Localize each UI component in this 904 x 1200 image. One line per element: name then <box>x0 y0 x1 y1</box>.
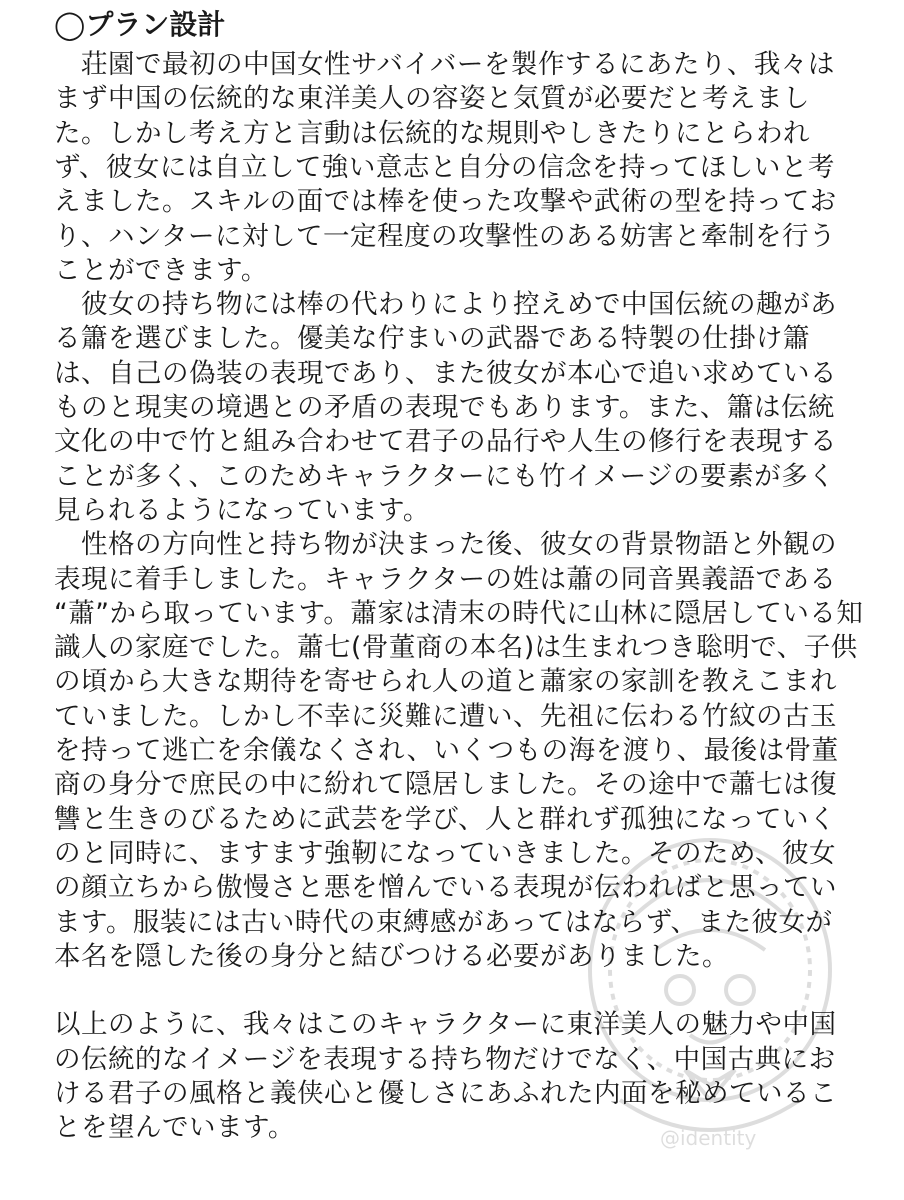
watermark-text: @identity <box>660 1126 757 1150</box>
text-line: ていました。しかし不幸に災難に遭い、先祖に伝わる竹紋の古玉 <box>54 700 837 732</box>
text-line: 文化の中で竹と組み合わせて君子の品行や人生の修行を表現する <box>54 426 837 458</box>
text-line: ものと現実の境遇との矛盾の表現でもあります。また、簫は伝統 <box>54 392 835 423</box>
text-line: 見られるようになっています。 <box>54 494 430 526</box>
section-heading: ◯プラン設計 <box>54 8 226 41</box>
text-line: 以上のように、我々はこのキャラクターに東洋美人の魅力や中国 <box>54 1009 837 1041</box>
text-line: 荘園で最初の中国女性サバイバーを製作するにあたり、我々は <box>54 49 835 80</box>
text-line: は、自己の偽装の表現であり、また彼女が本心で追い求めている <box>54 357 837 389</box>
text-line: 彼女の持ち物には棒の代わりにより控えめで中国伝統の趣があ <box>54 289 837 321</box>
text-line: の顔立ちから傲慢さと悪を憎んでいる表現が伝わればと思ってい <box>54 872 837 904</box>
text-line: る簫を選びました。優美な佇まいの武器である特製の仕掛け簫 <box>54 323 810 355</box>
text-line: 商の身分で庶民の中に紛れて隠居しました。その途中で蕭七は復 <box>54 769 837 801</box>
text-line: た。しかし考え方と言動は伝統的な規則やしきたりにとらわれ <box>54 117 810 149</box>
text-line: の伝統的なイメージを表現する持ち物だけでなく、中国古典にお <box>54 1043 836 1075</box>
text-line: の頃から大きな期待を寄せられ人の道と蕭家の家訓を教えこまれ <box>54 666 837 698</box>
text-line: ず、彼女には自立して強い意志と自分の信念を持ってほしいと考 <box>54 151 835 183</box>
text-line: とを望んでいます。 <box>54 1112 295 1144</box>
text-line: 本名を隠した後の身分と結びつける必要がありました。 <box>54 940 729 972</box>
text-line: ける君子の風格と義侠心と優しさにあふれた内面を秘めているこ <box>54 1078 837 1109</box>
text-line: のと同時に、ますます強靭になっていきました。そのため、彼女 <box>54 837 836 869</box>
text-line: を持って逃亡を余儀なくされ、いくつもの海を渡り、最後は骨董 <box>54 735 839 766</box>
text-line: ことができます。 <box>54 254 268 286</box>
text-line: 性格の方向性と持ち物が決まった後、彼女の背景物語と外観の <box>54 529 837 561</box>
text-line: ます。服装には古い時代の束縛感があってはならず、また彼女が <box>54 906 833 938</box>
text-line: ことが多く、このためキャラクターにも竹イメージの要素が多く <box>54 460 836 492</box>
text-line: り、ハンターに対して一定程度の攻撃性のある妨害と牽制を行う <box>54 220 836 252</box>
text-line: 表現に着手しました。キャラクターの姓は蕭の同音異義語である <box>54 563 837 595</box>
text-line: えました。スキルの面では棒を使った攻撃や武術の型を持ってお <box>54 186 837 218</box>
text-line: 讐と生きのびるために武芸を学び、人と群れず孤独になっていく <box>54 803 836 835</box>
text-line: 識人の家庭でした。蕭七(骨董商の本名)は生まれつき聡明で、子供 <box>54 632 858 664</box>
text-line: まず中国の伝統的な東洋美人の容姿と気質が必要だと考えまし <box>54 83 810 115</box>
text-line: “蕭”から取っています。蕭家は清末の時代に山林に隠居している知 <box>54 597 864 629</box>
